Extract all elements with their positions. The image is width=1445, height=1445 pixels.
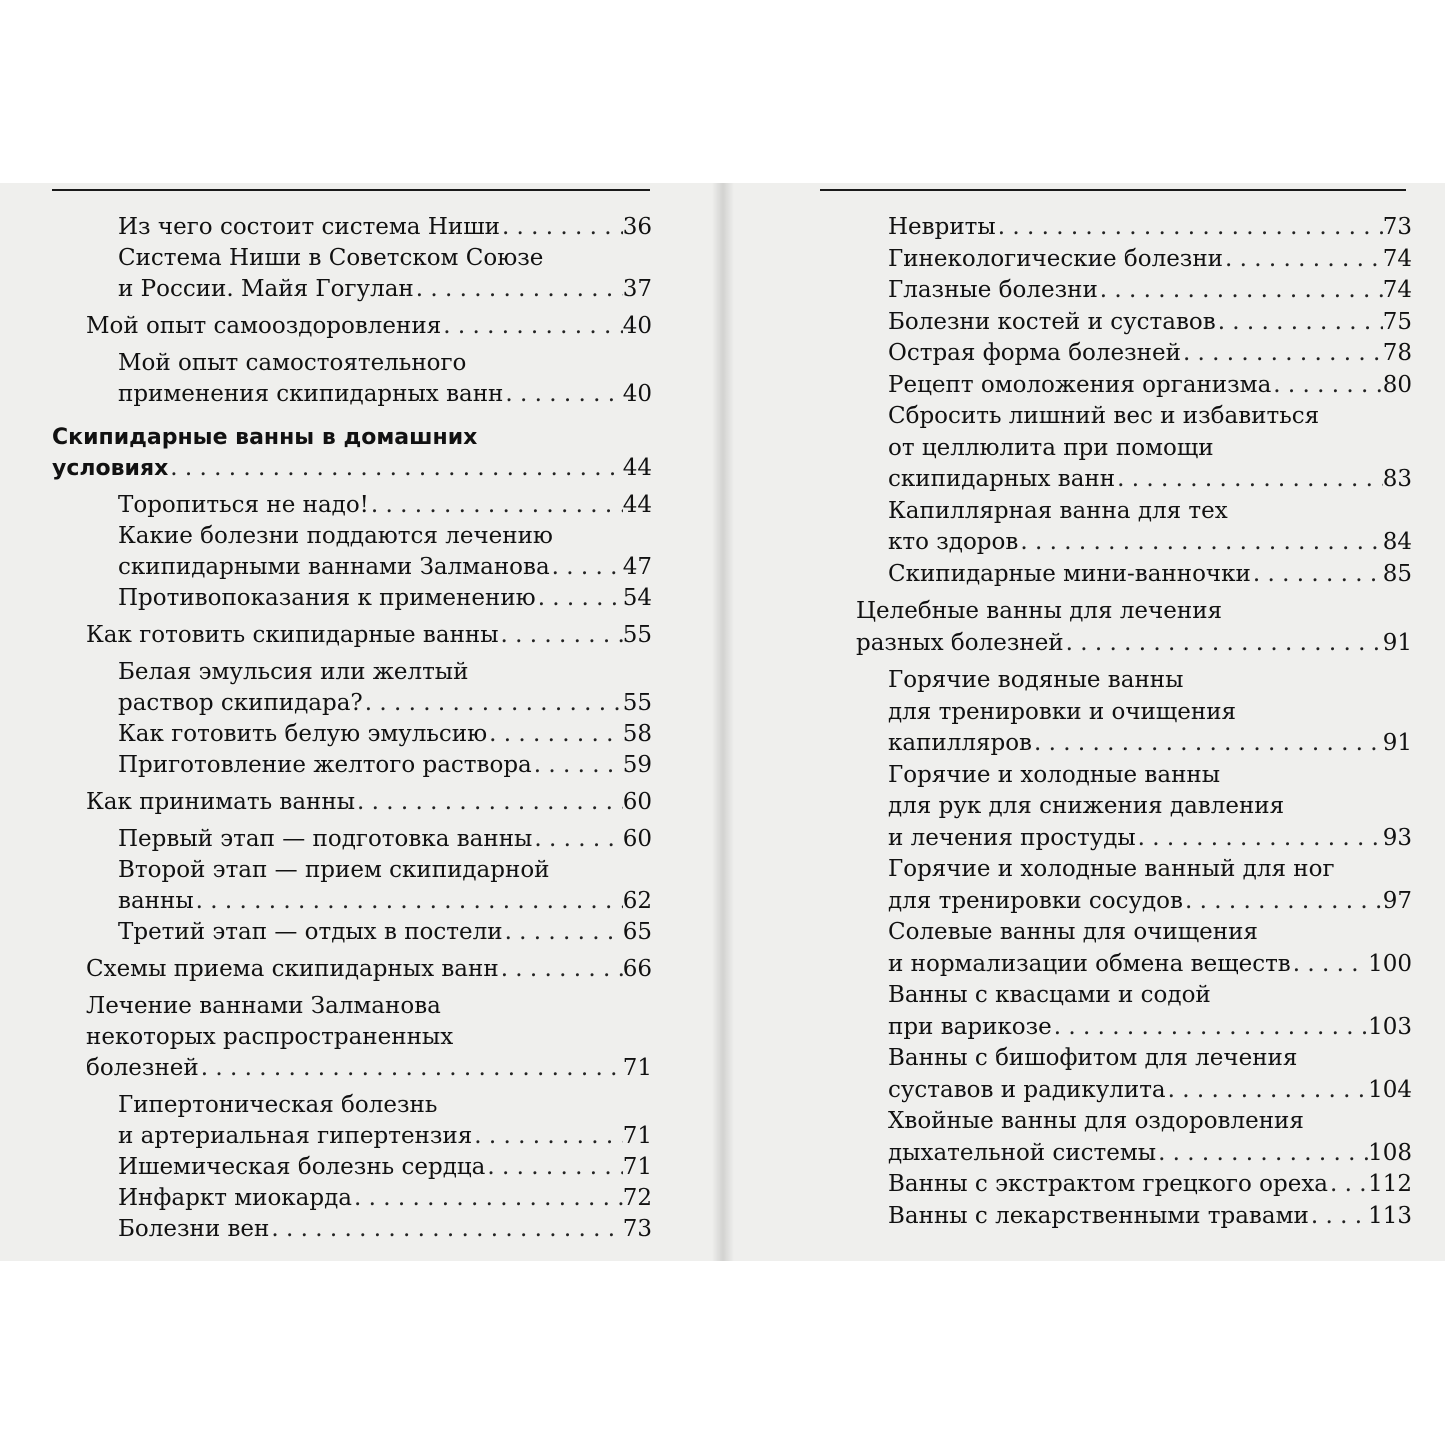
toc-page-number: 37 <box>622 276 652 302</box>
toc-entry-title-line: скипидарных ванн <box>888 466 1116 492</box>
toc-page-number: 44 <box>622 455 652 481</box>
dot-leader <box>1136 823 1383 855</box>
dot-leader <box>1251 559 1383 591</box>
toc-page-number: 103 <box>1368 1013 1412 1040</box>
toc-entry <box>856 1043 1412 1106</box>
toc-entry-title-line: Ишемическая болезнь сердца <box>118 1154 486 1180</box>
dot-leader <box>1216 307 1383 339</box>
toc-entry-title-line: Ванны с квасцами и содой <box>888 982 1211 1008</box>
toc-entry-title-line: Первый этап — подготовка ванны <box>118 826 533 852</box>
toc-page-number: 71 <box>622 1055 652 1081</box>
toc-page-number: 60 <box>622 826 652 852</box>
toc-page-number: 66 <box>622 956 652 982</box>
toc-entry-title-line: скипидарными ваннами Залманова <box>118 554 550 580</box>
toc-page-number: 113 <box>1368 1202 1412 1229</box>
toc-entry-title-line: Ванны с лекарственными травами <box>888 1202 1309 1229</box>
dot-leader <box>441 311 623 342</box>
dot-leader <box>996 212 1383 244</box>
toc-entry-title-line: от целлюлита при помощи <box>888 434 1214 461</box>
toc-entry <box>856 917 1412 980</box>
dot-leader <box>487 719 623 750</box>
toc-entry-title-line: Острая форма болезней <box>888 340 1181 366</box>
dot-leader <box>352 1183 623 1214</box>
toc-entry-title-line: некоторых распространенных <box>86 1024 454 1050</box>
dot-leader <box>1271 370 1382 402</box>
dot-leader <box>199 1053 623 1084</box>
toc-entry-title-line: для рук для снижения давления <box>888 793 1285 819</box>
toc-entry <box>86 1183 652 1214</box>
toc-entry <box>856 1201 1412 1233</box>
toc-page-number: 104 <box>1368 1076 1412 1103</box>
toc-entry-title-line: Рецепт омоложения организма <box>888 371 1272 398</box>
toc-entry-title-line: применения скипидарных ванн <box>118 381 504 407</box>
toc-entry <box>86 917 652 948</box>
toc-entry <box>86 1090 652 1152</box>
toc-entry <box>86 583 652 614</box>
toc-entry-title-line: Система Ниши в Советском Союзе <box>118 245 544 271</box>
toc-entry-title-line: Белая эмульсия или желтый <box>118 659 469 685</box>
dot-leader <box>414 274 623 305</box>
toc-page-number: 40 <box>622 381 652 407</box>
toc-page-number: 78 <box>1382 340 1412 366</box>
dot-leader <box>532 750 623 781</box>
toc-page-number: 83 <box>1382 466 1412 492</box>
toc-entry-title-line: Ванны с бишофитом для лечения <box>888 1045 1298 1071</box>
toc-entry-title-line: Сбросить лишний вес и избавиться <box>888 403 1320 429</box>
toc-entry-title-line: Гипертоническая болезнь <box>118 1092 438 1118</box>
toc-entry-title-line: и нормализации обмена веществ <box>888 950 1291 977</box>
right-header-rule <box>820 189 1406 191</box>
toc-entry-title-line: Целебные ванны для лечения <box>856 598 1223 624</box>
toc-entry <box>86 855 652 917</box>
toc-page-number: 71 <box>622 1123 652 1149</box>
toc-entry <box>856 854 1412 917</box>
toc-entry <box>86 1152 652 1183</box>
toc-entry <box>856 596 1412 659</box>
toc-entry-title-line: Болезни вен <box>118 1216 270 1242</box>
toc-page-number: 93 <box>1382 824 1412 851</box>
toc-page-number: 97 <box>1382 887 1412 914</box>
toc-entry <box>856 401 1412 496</box>
toc-entry <box>86 212 652 243</box>
book-gutter <box>712 183 734 1261</box>
toc-entry-title-line: дыхательной системы <box>888 1139 1157 1166</box>
toc-entry-title-line: Глазные болезни <box>888 277 1098 303</box>
toc-page-number: 55 <box>622 622 652 648</box>
toc-entry <box>856 244 1412 276</box>
toc-entry <box>86 991 652 1084</box>
toc-entry-title-line: Лечение ваннами Залманова <box>86 993 441 1019</box>
dot-leader <box>355 787 623 818</box>
toc-entry <box>86 657 652 719</box>
toc-entry <box>86 243 652 305</box>
toc-entry <box>86 490 652 521</box>
toc-entry-title-line: Горячие водяные ванны <box>888 667 1184 693</box>
toc-entry-title-line: для тренировки и очищения <box>888 698 1237 725</box>
toc-entry-title-line: для тренировки сосудов <box>888 887 1183 914</box>
toc-page-number: 44 <box>622 492 652 518</box>
dot-leader <box>532 824 622 855</box>
toc-entry <box>86 954 652 985</box>
toc-page-number: 59 <box>622 752 652 778</box>
toc-entry-title-line: Противопоказания к применению <box>118 585 536 611</box>
toc-entry-title-line: Болезни костей и суставов <box>888 308 1216 335</box>
dot-leader <box>1032 728 1383 760</box>
dot-leader <box>1291 949 1368 981</box>
toc-entry-title-line: Как готовить белую эмульсию <box>118 721 488 747</box>
toc-entry-title-line: суставов и радикулита <box>888 1076 1166 1103</box>
dot-leader <box>1309 1201 1368 1233</box>
toc-page-number: 72 <box>622 1185 652 1211</box>
dot-leader <box>1183 886 1383 918</box>
toc-page-number: 40 <box>622 313 652 339</box>
dot-leader <box>1328 1169 1368 1201</box>
toc-entry-title-line: капилляров <box>888 730 1032 756</box>
toc-entry-title-line: и лечения простуды <box>888 824 1136 851</box>
toc-entry <box>86 787 652 818</box>
toc-page-number: 91 <box>1382 629 1412 656</box>
toc-page-number: 62 <box>622 888 652 914</box>
toc-entry <box>856 980 1412 1043</box>
dot-leader <box>1018 527 1382 559</box>
toc-entry-title-line: кто здоров <box>888 529 1019 555</box>
toc-page-number: 73 <box>622 1216 652 1242</box>
toc-page-number: 85 <box>1382 560 1412 587</box>
dot-leader <box>500 212 623 243</box>
toc-page-number: 74 <box>1382 245 1412 272</box>
toc-entry-title-line: при варикозе <box>888 1013 1052 1040</box>
toc-entry-title-line: Капиллярная ванна для тех <box>888 497 1228 524</box>
toc-entry-title-line: Из чего состоит система Ниши <box>118 214 500 240</box>
toc-entry-title-line: Солевые ванны для очищения <box>888 919 1258 945</box>
toc-entry-title-line: и России. Майя Гогулан <box>118 276 414 302</box>
dot-leader <box>1166 1075 1368 1107</box>
toc-page-number: 91 <box>1382 730 1412 756</box>
toc-entry <box>856 665 1412 760</box>
toc-entry-title-line: Торопиться не надо! <box>118 492 369 518</box>
toc-entry-title-line: Третий этап — отдых в постели <box>118 919 503 945</box>
toc-page-number: 54 <box>622 585 652 611</box>
toc-entry <box>856 1169 1412 1201</box>
toc-entry <box>856 212 1412 244</box>
dot-leader <box>499 954 623 985</box>
dot-leader <box>1052 1012 1368 1044</box>
toc-entry <box>856 1106 1412 1169</box>
toc-entry-title-line: Как готовить скипидарные ванны <box>86 622 499 648</box>
left-table-of-contents <box>52 212 652 1245</box>
toc-entry-title-line: Как принимать ванны <box>86 789 356 815</box>
dot-leader <box>472 1121 622 1152</box>
toc-entry-title-line: Гинекологические болезни <box>888 245 1224 272</box>
toc-page-number: 112 <box>1368 1171 1412 1197</box>
toc-page-number: 36 <box>622 214 652 240</box>
dot-leader <box>485 1152 622 1183</box>
toc-entry-title-line: Мой опыт самостоятельного <box>118 350 467 376</box>
dot-leader <box>550 552 623 583</box>
toc-entry-title-line: Скипидарные ванны в домашних <box>52 425 478 450</box>
toc-entry-title-line: ванны <box>118 888 194 914</box>
toc-entry-title-line: Инфаркт миокарда <box>118 1185 352 1211</box>
dot-leader <box>168 453 622 484</box>
toc-entry-title-line: раствор скипидара? <box>118 690 363 716</box>
dot-leader <box>1064 628 1383 660</box>
toc-entry-title-line: Мой опыт самооздоровления <box>86 313 442 339</box>
dot-leader <box>1181 338 1383 370</box>
toc-entry-title-line: разных болезней <box>856 629 1064 656</box>
toc-entry <box>86 750 652 781</box>
toc-entry-title-line: Горячие и холодные ванны <box>888 761 1221 788</box>
toc-page-number: 71 <box>622 1154 652 1180</box>
dot-leader <box>1115 464 1383 496</box>
toc-entry <box>86 348 652 410</box>
toc-entry <box>856 275 1412 307</box>
toc-entry <box>856 559 1412 591</box>
toc-entry <box>86 620 652 651</box>
toc-entry <box>86 521 652 583</box>
toc-page-number: 108 <box>1368 1139 1412 1166</box>
dot-leader <box>503 379 622 410</box>
dot-leader <box>536 583 623 614</box>
toc-entry-title-line: Невриты <box>888 214 996 240</box>
toc-entry-title-line: условиях <box>52 456 169 481</box>
dot-leader <box>194 886 623 917</box>
toc-entry <box>856 338 1412 370</box>
toc-page-number: 60 <box>622 789 652 815</box>
toc-entry-title-line: Скипидарные мини-ванночки <box>888 560 1251 587</box>
dot-leader <box>1223 244 1383 276</box>
toc-entry-title-line: Приготовление желтого раствора <box>118 752 532 778</box>
toc-entry <box>856 370 1412 402</box>
dot-leader <box>269 1214 622 1245</box>
toc-page-number: 84 <box>1382 529 1412 555</box>
toc-entry <box>86 824 652 855</box>
dot-leader <box>1098 275 1383 307</box>
toc-page-number: 73 <box>1382 214 1412 240</box>
toc-entry-title-line: Ванны с экстрактом грецкого ореха <box>888 1171 1328 1197</box>
toc-page-number: 65 <box>622 919 652 945</box>
toc-page-number: 100 <box>1368 950 1412 977</box>
left-header-rule <box>52 189 650 191</box>
toc-page-number: 47 <box>622 554 652 580</box>
toc-entry <box>86 1214 652 1245</box>
toc-entry <box>86 719 652 750</box>
dot-leader <box>363 688 623 719</box>
toc-entry-title-line: Горячие и холодные ванный для ног <box>888 856 1335 882</box>
toc-entry-title-line: Второй этап — прием скипидарной <box>118 857 550 883</box>
toc-entry-title-line: Схемы приема скипидарных ванн <box>86 956 499 982</box>
dot-leader <box>369 490 623 521</box>
toc-page-number: 58 <box>622 721 652 747</box>
toc-entry <box>86 311 652 342</box>
dot-leader <box>1156 1138 1368 1170</box>
toc-entry <box>52 422 652 484</box>
toc-entry-title-line: и артериальная гипертензия <box>118 1123 473 1149</box>
toc-entry <box>856 760 1412 855</box>
dot-leader <box>503 917 623 948</box>
toc-entry-title-line: Какие болезни поддаются лечению <box>118 523 553 549</box>
toc-entry <box>856 307 1412 339</box>
dot-leader <box>499 620 623 651</box>
right-table-of-contents <box>856 212 1412 1232</box>
toc-entry <box>856 496 1412 559</box>
toc-entry-title-line: Хвойные ванны для оздоровления <box>888 1108 1304 1134</box>
toc-page-number: 80 <box>1382 371 1412 398</box>
toc-page-number: 55 <box>622 690 652 716</box>
toc-page-number: 74 <box>1382 277 1412 303</box>
toc-page-number: 75 <box>1382 308 1412 335</box>
toc-entry-title-line: болезней <box>86 1055 199 1081</box>
